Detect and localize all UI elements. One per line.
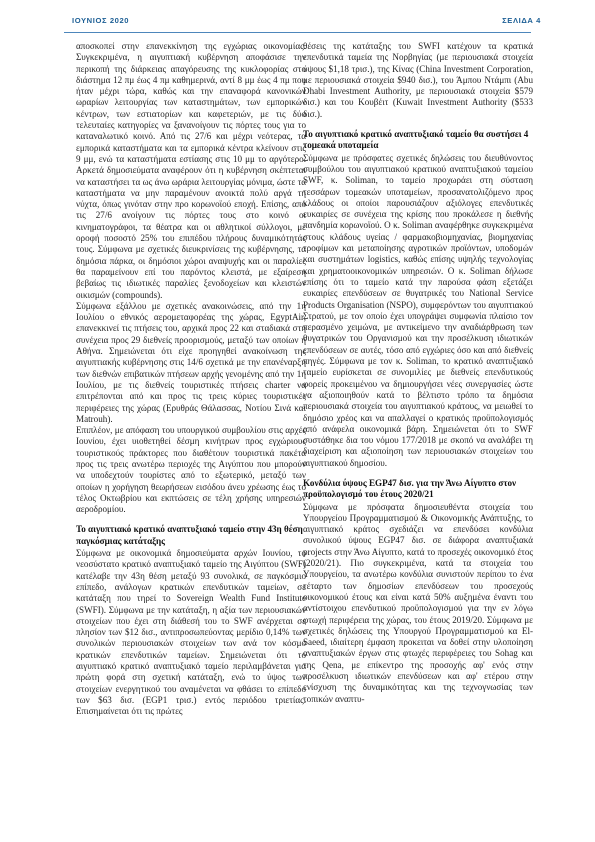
paragraph: Επιπλέον, με απόφαση του υπουργικού συμβουλίου στις αρχές Ιουνίου, έχει υιοθετηθεί δέσμη κινήτρων προς εγχώριους τουριστικούς πράκτορες που διαθέτουν τουριστικά πακέτα προς τις τρεις ανωτέρω περιοχές της Αιγύπτου που μπορούν να υποδεχτούν τουρίστες από το εξωτερικό, μεταξύ των οποίων η χορήγηση θεωρήσεων εισόδου άνευ χρέωσης έως το τέλος Οκτωβρίου και εκπτώσεις σε τέλη χρήσης υπηρεσιών αεροδρομίου. (76, 425, 306, 515)
paragraph: Σύμφωνα εξάλλου με σχετικές ανακοινώσεις, από την 1η Ιουλίου ο εθνικός αερομεταφορέας της χώρας, EgyptAir, επανεκκινεί τις πτήσεις του, αρχικά προς 22 και σταδιακά στη συνέχεια προς 29 διεθνείς προορισμούς, μεταξύ των οποίων η Αθήνα. Σημειώνεται ότι είχε προηγηθεί ανακοίνωση της αιγυπτιακής κυβέρνησης στις 14/6 σχετικά με την επανέναρξη των διεθνών επιβατικών πτήσεων αρχής γενομένης από την 1η Ιουλίου, με τις διεθνείς τουριστικές πτήσεις charter να επιτρέπονται από και προς τις τρεις κύριες τουριστικές περιφέρειες της χώρας (Ερυθράς Θάλασσας, Νοτίου Σινά και Matrouh). (76, 300, 306, 424)
header-rule (64, 32, 531, 33)
paragraph: Σύμφωνα με πρόσφατες σχετικές δηλώσεις του διευθύνοντος συμβούλου του αιγυπτιακού κρατικού αναπτυξιακού ταμείου SWF, κ. Soliman, το ταμείο προχωράει στη σύσταση τεσσάρων τομεακών υποταμείων, προσανατολιζόμενο προς κλάδους οι οποίοι παρουσιάζουν αξιόλογες επενδυτικές ευκαιρίες σε συνέχεια της κρίσης που προκάλεσε η διεθνής πανδημία κορωνοϊού. Ο κ. Soliman αναφέρθηκε συγκεκριμένα στους κλάδους υγείας / φαρμακοβιομηχανίας, βιομηχανίας τροφίμων και μεταποίησης αγροτικών προϊόντων, υποδομών και συστημάτων logistics, καθώς επίσης υψηλής τεχνολογίας και χρηματοοικονομικών υπηρεσιών. Ο κ. Soliman δήλωσε επίσης ότι το ταμείο κατά την παρούσα φάση εξετάζει ευκαιρίες επενδύσεων σε θυγατρικές του National Service Products Organisation (NSPO), συμφερόντων του αιγυπτιακού Στρατού, με τον οποίο έχει υπογράψει συμφωνία πλαίσιο τον περασμένο χειμώνα, με αντικείμενο την αναδιάρθρωση των θυγατρικών του Οργανισμού και την προσέλκυση ιδιωτικών επενδύσεων σε αυτές, τόσο από εγχώριες όσο και από διεθνείς πηγές. Σύμφωνα με τον κ. Soliman, το κρατικό αναπτυξιακό ταμείο ευρίσκεται σε συνομιλίες με διεθνείς επενδυτικούς φορείς προκειμένου να δημιουργήσει νέες συνεργασίες ώστε να αξιοποιηθούν κατά το βέλτιστο τρόπο τα δημόσια περιουσιακά στοιχεία του αιγυπτιακού κράτους, να μειωθεί το δημόσιο χρέος και να απαλλαγεί ο κρατικός προϋπολογισμός από ανάφελα οικονομικά βάρη. Σημειώνεται ότι το SWF συστάθηκε δια του νόμου 177/2018 με σκοπό να αναλάβει τη διαχείριση και αξιοποίηση των περιουσιακών στοιχείων του αιγυπτιακού δημοσίου. (303, 152, 533, 468)
issue-date: ΙΟΥΝΙΟΣ 2020 (72, 16, 130, 25)
paragraph: θέσεις της κατάταξης του SWFI κατέχουν τα κρατικά επενδυτικά ταμεία της Νορβηγίας (με περιουσιακά στοιχεία ύψους $1,18 τρισ.), της Κίνας (China Investment Corporation, με περιουσιακά στοιχεία $940 δισ.), του Άμπου Ντάμπι (Abu Dhabi Investment Authority, με περιουσιακά στοιχεία $579 δισ.) και του Κουβέιτ (Kuwait Investment Authority ($533 δισ.). (303, 41, 533, 119)
left-column (76, 41, 306, 718)
paragraph: Σύμφωνα με οικονομικά δημοσιεύματα αρχών Ιουνίου, το νεοσύστατο κρατικό αναπτυξιακό ταμείο της Αιγύπτου (SWF) κατέλαβε την 43η θέση μεταξύ 93 συνολικά, σε παγκόσμιο επίπεδο, ανάλογων κρατικών επενδυτικών ταμείων, σε κατάταξη που τηρεί το Sovereign Wealth Fund Institute (SWFI). Σύμφωνα με την κατάταξη, η αξία των περιουσιακών στοιχείων που έχει στη διάθεσή του το SWF ανέρχεται σε πλησίον των $12 δισ., αντιπροσωπεύοντας μερίδιο 0,14% των συνολικών περιουσιακών στοιχείων των ανά τον κόσμο κρατικών επενδυτικών ταμείων. Σημειώνεται ότι το αιγυπτιακό κρατικό αναπτυξιακό ταμείο περιλαμβάνεται για πρώτη φορά στη σχετική κατάταξη, ενώ το ύψος των στοιχείων ενεργητικού του αναμένεται να φθάσει το επίπεδο των $63 δισ. (EGP1 τρισ.) εντός περιόδου τριετίας. Επισημαίνεται ότι τις πρώτες (76, 548, 306, 717)
section-heading: Κονδύλια ύψους EGP47 δισ. για την Άνω Αίγυπτο στον προϋπολογισμό του έτους 2020/21 (303, 477, 517, 500)
section-heading: Το αιγυπτιακό κρατικό αναπτυξιακό ταμείο θα συστήσει 4 τομεακά υποταμεία (303, 129, 529, 151)
right-column (303, 41, 533, 705)
section-heading: Το αιγυπτιακό κρατικό αναπτυξιακό ταμείο στην 43η θέση παγκόσμιας κατάταξης (76, 524, 303, 546)
page-header (42, 16, 553, 30)
paragraph: Σύμφωνα με πρόσφατα δημοσιευθέντα στοιχεία του Υπουργείου Προγραμματισμού & Οικονομικής Ανάπτυξης, το αιγυπτιακό κράτος σχεδιάζει να επενδύσει κονδύλια συνολικού ύψους EGP47 δισ. σε διάφορα αναπτυξιακά projects στην Άνω Αίγυπτο, κατά το προσεχές οικονομικό έτος (2020/21). Πιο συγκεκριμένα, κατά τα στοιχεία του Υπουργείου, τα ανωτέρω κονδύλια συνιστούν περίπου το ένα τέταρτο των δημοσίων επενδύσεων του προσεχούς οικονομικού έτους και είναι κατά 50% αυξημένα έναντι του αντίστοιχου επενδυτικού προϋπολογισμού για την εν λόγω φτωχή περιφέρεια της χώρας, του έτους 2019/20. Σύμφωνα με σχετικές δηλώσεις της Υπουργού Προγραμματισμού κα El-Saeed, ιδιαίτερη έμφαση προκειται να δοθεί στην υλοποίηση αναπτυξιακών έργων στις φτωχές περιφέρειες του Sohag και της Qena, με επίκεντρο της προσοχής αφ' ενός στην προσέλκυση ιδιωτικών επενδύσεων και αφ' ετέρου στην ενίσχυση της δυναμικότητας και της τεχνογνωσίας των τοπικών αναπτυ- (303, 501, 533, 704)
paragraph: αποσκοπεί στην επανεκκίνηση της εγχώριας οικονομίας. Συγκεκριμένα, η αιγυπτιακή κυβέρνηση αποφάσισε την περικοπή της διάρκειας απαγόρευσης της κυκλοφορίας στο διάστημα 12 πμ έως 4 πμ καθημερινά, αντί 8 μμ έως 4 πμ που ήταν μέχρι τώρα, καθώς και την επαναφορά κανονικών ωραρίων λειτουργίας των καταστημάτων, των εμπορικών κέντρων, των εστιατορίων και καφετεριών, με τις δύο τελευταίες κατηγορίες να ξανανοίγουν τις πόρτες τους για το καταναλωτικό κοινό. Από τις 27/6 και μέχρι νεότερας, τα εμπορικά καταστήματα και τα εμπορικά κέντρα κλείνουν στις 9 μμ, ενώ τα καταστήματα εστίασης στις 10 μμ το αργότερο. Αρκετά δημοσιεύματα αναφέρουν ότι η κυβέρνηση σκέπτεται να καταστήσει τα ως άνω ωράρια λειτουργίας μόνιμα, ώστε τα καταστήματα να μην παραμένουν ανοικτά πολύ αργά τη νύχτα, όπως γινόταν στην προ κορωνοϊού εποχή. Επίσης, από τις 27/6 ανοίγουν τις πόρτες τους στο κοινό οι κινηματογράφοι, τα θέατρα και οι αθλητικοί σύλλογοι, με οροφή ποσοστό 25% του επιπέδου πλήρους δυναμικότητάς τους. Σύμφωνα με σχετικές διευκρινίσεις της κυβέρνησης, τα δημόσια πάρκα, οι δημόσιοι χώροι αναψυχής και οι παραλίες θα παραμείνουν επί του παρόντος κλειστά, με εξαίρεση βεβαίως τις ιδιωτικές παραλίες ξενοδοχείων και κλειστών οικισμών (compounds). (76, 41, 306, 300)
page-number: ΣΕΛΙΔΑ 4 (502, 16, 541, 25)
